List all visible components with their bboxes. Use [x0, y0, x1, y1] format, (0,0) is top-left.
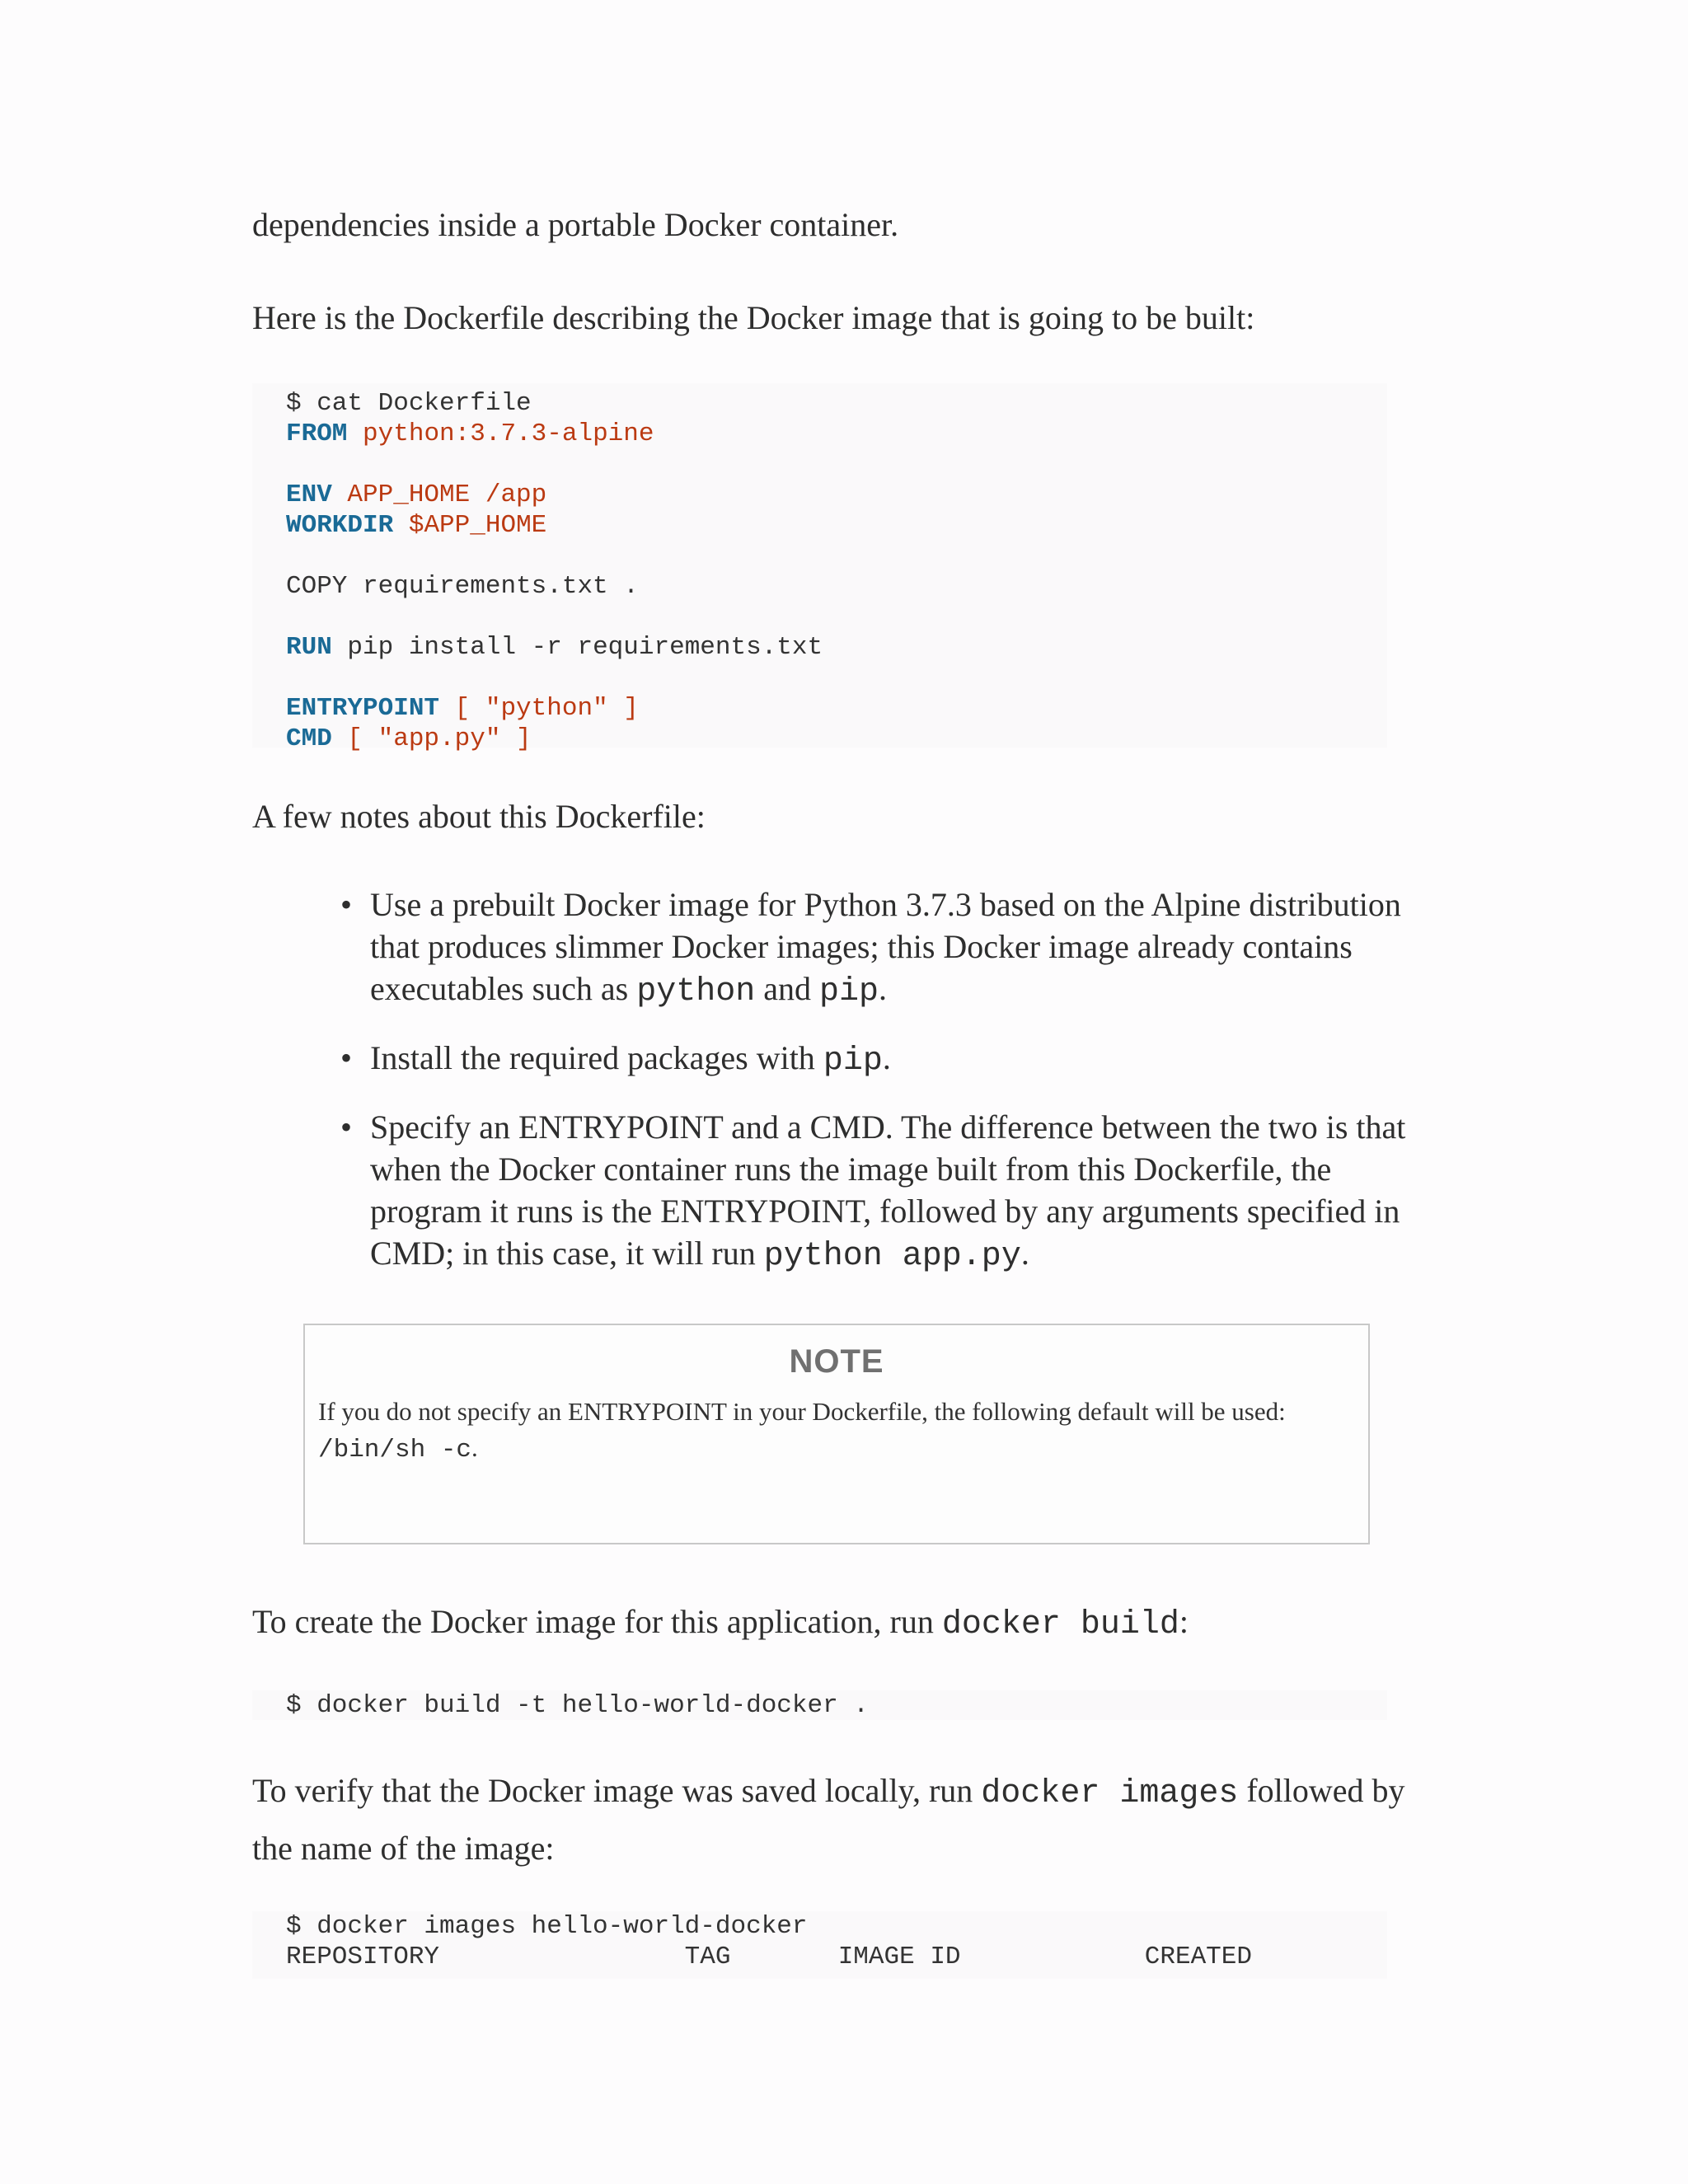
list-item: • Specify an ENTRYPOINT and a CMD. The difference between the two is that when the Docker container runs the image built from this Dockerfile, the program it runs is the ENTRYPOINT, followed by any arguments specified in CMD; in this case, it will run python app.py. [370, 1106, 1421, 1277]
code-line-cat: $ cat Dockerfile [286, 389, 532, 418]
code-keyword-entrypoint: ENTRYPOINT [286, 694, 440, 723]
notes-intro-paragraph: A few notes about this Dockerfile: [252, 798, 706, 835]
verify-intro-paragraph: To verify that the Docker image was saved locally, run docker images followed by the name of the image: [252, 1772, 1405, 1867]
code-line-images: $ docker images hello-world-docker [286, 1912, 808, 1941]
build-intro-paragraph: To create the Docker image for this application, run docker build: [252, 1603, 1189, 1643]
images-code-block [252, 1911, 1387, 1979]
inline-code-python-app: python app.py [763, 1238, 1021, 1275]
code-value-env: APP_HOME /app [347, 480, 547, 509]
code-keyword-workdir: WORKDIR [286, 511, 394, 540]
inline-code-bin-sh: /bin/sh -c [318, 1436, 472, 1465]
dockerfile-notes-list [252, 883, 1421, 1301]
code-value-entrypoint: [ "python" ] [454, 694, 639, 723]
bullet-icon: • [340, 1108, 353, 1146]
code-keyword-from: FROM [286, 419, 348, 448]
bullet-icon: • [340, 886, 353, 923]
code-keyword-env: ENV [286, 480, 332, 509]
inline-code-pip: pip [823, 1043, 883, 1080]
list-item: • Use a prebuilt Docker image for Python 3.7.3 based on the Alpine distribution that produces slimmer Docker images; this Docker image already contains executables such as python and pip. [370, 883, 1421, 1013]
dockerfile-intro-paragraph: Here is the Dockerfile describing the Docker image that is going to be built: [252, 299, 1255, 336]
inline-code-python: python [636, 973, 756, 1010]
code-keyword-cmd: CMD [286, 724, 332, 753]
note-callout [303, 1324, 1370, 1544]
bullet-icon: • [340, 1039, 353, 1076]
code-line-copy: COPY requirements.txt . [286, 572, 639, 601]
dockerfile-code-block [252, 383, 1387, 753]
code-line-build: $ docker build -t hello-world-docker . [286, 1691, 869, 1720]
note-text: If you do not specify an ENTRYPOINT in your Dockerfile, the following default will be used: /bin/sh -c. [318, 1397, 1286, 1465]
code-keyword-run: RUN [286, 633, 332, 662]
code-value-run: pip install -r requirements.txt [347, 633, 823, 662]
code-value-workdir: $APP_HOME [408, 511, 547, 540]
list-item: • Install the required packages with pip. [370, 1037, 1421, 1082]
code-value-from: python:3.7.3-alpine [363, 419, 654, 448]
note-title: NOTE [789, 1343, 884, 1380]
inline-code-docker-images: docker images [981, 1775, 1239, 1812]
build-code-block [252, 1690, 1387, 1720]
code-value-cmd: [ "app.py" ] [347, 724, 532, 753]
intro-tail-paragraph: dependencies inside a portable Docker container. [252, 206, 899, 243]
code-line-images-header: REPOSITORY TAG IMAGE ID CREATED [286, 1943, 1252, 1971]
inline-code-docker-build: docker build [941, 1606, 1179, 1643]
inline-code-pip: pip [819, 973, 879, 1010]
